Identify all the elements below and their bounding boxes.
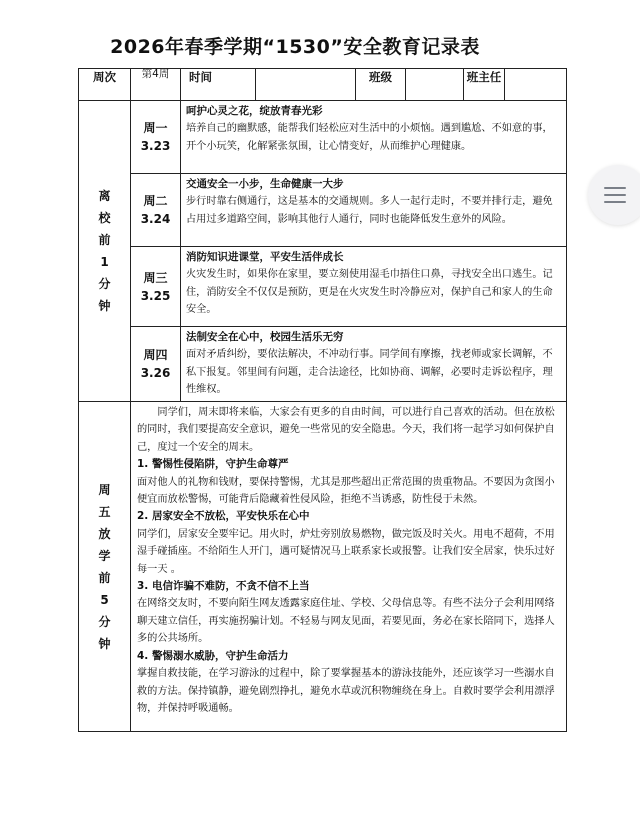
menu-icon-bar bbox=[604, 201, 626, 203]
header-row bbox=[79, 69, 567, 101]
side-char: 前 bbox=[98, 233, 111, 247]
day-date: 3.25 bbox=[140, 288, 171, 303]
class-value bbox=[406, 69, 464, 101]
teacher-value bbox=[505, 69, 567, 101]
day-content bbox=[181, 101, 567, 174]
item-heading: 3. 电信诈骗不难防，不贪不信不上当 bbox=[137, 580, 310, 593]
friday-intro: 同学们，周末即将来临，大家会有更多的自由时间，可以进行自己喜欢的活动。但在放松的同时，我们要提高安全意识，避免一些常见的安全隐患。今天，我们将一起学习如何保护自己，度过一个安全的周末。 bbox=[137, 407, 555, 453]
section-label-before-leaving bbox=[79, 101, 131, 402]
friday-content bbox=[131, 402, 567, 732]
day-row-thu bbox=[79, 327, 567, 402]
side-char: 五 bbox=[98, 504, 111, 519]
day-heading: 法制安全在心中，校园生活乐无穷 bbox=[186, 331, 344, 343]
side-char: 1 bbox=[100, 255, 109, 269]
day-date: 3.23 bbox=[140, 139, 171, 153]
week-label: 周次 bbox=[79, 69, 131, 101]
page-title: 2026年春季学期“1530”安全教育记录表 bbox=[110, 36, 480, 58]
day-cell bbox=[131, 174, 181, 247]
day-body: 培养自己的幽默感，能帮我们轻松应对生活中的小烦恼。遇到尴尬、不如意的事，开个小玩笑，化解紧张氛围，让心情变好，从而维护心理健康。 bbox=[186, 123, 553, 152]
day-name: 周一 bbox=[143, 121, 168, 135]
day-content bbox=[181, 174, 567, 247]
time-label: 时间 bbox=[181, 69, 256, 101]
side-char: 前 bbox=[98, 570, 111, 585]
time-value bbox=[256, 69, 356, 101]
item-body: 面对他人的礼物和钱财，要保持警惕，尤其是那些超出正常范围的贵重物品。不要因为贪图小便宜而放松警惕，可能背后隐藏着性侵风险，拒绝不当诱惑，防性侵于未然。 bbox=[137, 476, 555, 506]
side-char: 分 bbox=[98, 277, 111, 291]
day-date: 3.24 bbox=[140, 212, 171, 226]
side-char: 校 bbox=[98, 211, 111, 225]
menu-button[interactable] bbox=[588, 165, 640, 225]
day-heading: 交通安全一小步，生命健康一大步 bbox=[186, 178, 344, 190]
day-name: 周四 bbox=[143, 348, 168, 362]
item-heading: 1. 警惕性侵陷阱，守护生命尊严 bbox=[137, 458, 289, 471]
side-char: 学 bbox=[98, 548, 111, 563]
side-char: 放 bbox=[98, 526, 111, 541]
day-body: 步行时靠右侧通行，这是基本的交通规则。多人一起行走时，不要并排行走，避免占用过多道路空间，影响其他行人通行，同时也能降低发生意外的风险。 bbox=[186, 196, 553, 225]
day-name: 周二 bbox=[143, 194, 168, 208]
day-cell bbox=[131, 247, 181, 327]
day-date: 3.26 bbox=[140, 366, 171, 380]
day-cell bbox=[131, 327, 181, 402]
side-char: 钟 bbox=[98, 299, 111, 313]
item-body: 同学们，居家安全要牢记。用火时，炉灶旁别放易燃物，做完饭及时关火。用电不超荷，不用湿手碰插座。不给陌生人开门，遇可疑情况马上联系家长或报警。让我们安全居家，快乐过好每一天 。 bbox=[137, 528, 555, 575]
class-label: 班级 bbox=[356, 69, 406, 101]
side-char: 周 bbox=[98, 482, 111, 497]
day-cell bbox=[131, 101, 181, 174]
day-heading: 呵护心灵之花，绽放青春光彩 bbox=[186, 105, 323, 117]
friday-row bbox=[79, 402, 567, 732]
item-heading: 2. 居家安全不放松，平安快乐在心中 bbox=[137, 510, 310, 523]
section-label-friday bbox=[79, 402, 131, 732]
day-body: 面对矛盾纠纷，要依法解决，不冲动行事。同学间有摩擦，找老师或家长调解，不私下报复。邻里间有问题，走合法途径，比如协商、调解，必要时走诉讼程序，理性维权。 bbox=[186, 349, 553, 396]
day-row-mon bbox=[79, 101, 567, 174]
side-char: 5 bbox=[100, 592, 109, 607]
teacher-label: 班主任 bbox=[464, 69, 505, 101]
menu-icon-bar bbox=[604, 194, 626, 196]
day-row-tue bbox=[79, 174, 567, 247]
day-content bbox=[181, 247, 567, 327]
day-body: 火灾发生时，如果你在家里，要立刻使用湿毛巾捂住口鼻，寻找安全出口逃生。记住，消防安全不仅仅是预防，更是在火灾发生时冷静应对，保护自己和家人的生命安全。 bbox=[186, 269, 553, 316]
item-body: 掌握自救技能，在学习游泳的过程中，除了要掌握基本的游泳技能外，还应该学习一些溺水自救的方法。保持镇静，避免剧烈挣扎，避免水草或沉积物缠绕在身上。自救时要学会利用漂浮物，并保持呼吸通畅。 bbox=[137, 668, 555, 714]
safety-record-table bbox=[78, 68, 567, 732]
day-name: 周三 bbox=[143, 270, 168, 285]
item-body: 在网络交友时，不要向陌生网友透露家庭住址、学校、父母信息等。有些不法分子会利用网络聊天建立信任，再实施拐骗计划。不轻易与网友见面，若要见面，务必在家长陪同下，选择人多的公共场所。 bbox=[137, 598, 555, 645]
day-row-wed bbox=[79, 247, 567, 327]
menu-icon-bar bbox=[604, 187, 626, 189]
day-heading: 消防知识进课堂，平安生活伴成长 bbox=[186, 251, 344, 263]
side-char: 钟 bbox=[98, 636, 111, 651]
item-heading: 4. 警惕溺水威胁，守护生命活力 bbox=[137, 649, 289, 662]
day-content bbox=[181, 327, 567, 402]
side-char: 分 bbox=[98, 614, 111, 629]
side-char: 离 bbox=[98, 189, 111, 203]
week-value: 第4周 bbox=[131, 69, 181, 101]
